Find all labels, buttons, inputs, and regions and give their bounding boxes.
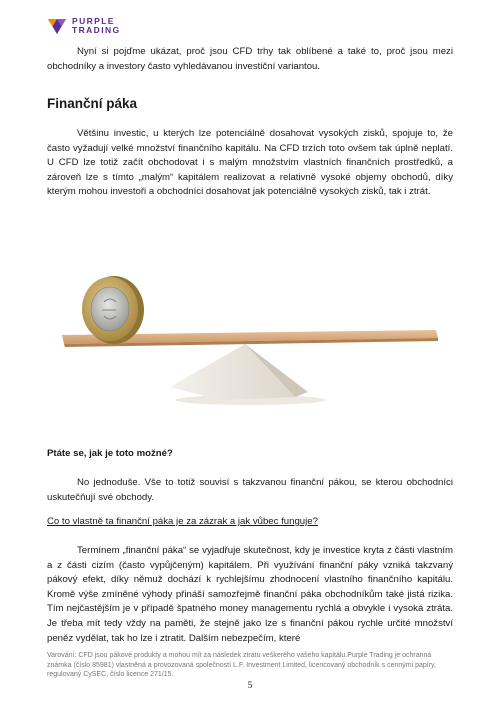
purple-trading-logo xyxy=(47,14,121,38)
page-number: 5 xyxy=(247,681,253,691)
risk-warning-footer: Varování: CFD jsou pákové produkty a mohou mít za následek ztrátu veškerého vašeho kapitálu.Purple Trading je ochranná známka (číslo 85981) vlastněná a provozovaná společností L.F. Investment Limited, licencovaný obchodník s cennými papíry, regulovaný CySEC, číslo licence 271/15. xyxy=(47,652,436,678)
leverage-definition-paragraph: Termínem „finanční páka“ se vyjadřuje skutečnost, kdy je investice kryta z části vlastním a z části cizím (často vypůjčeným) kapitálem. Při využívání finanční páky vzniká takzvaný pákový efekt, díky němuž dochází k rychlejšímu zhodnocení vlastního finančního kapitálu. Kromě výše zmíněné výhody přináší samozřejmě finanční páka obchodníkům také jistá rizika. Tím nejčastějším je v případě špatného money managementu rychlá a obvykle i vysoká ztráta. Je třeba mít tedy vždy na paměti, že stejně jako lze s finanční pákou rychle určité množství peněz vydělat, tak ho lze i ztratit. Dalším nebezpečím, které xyxy=(47,545,453,644)
logo-text-purple: PURPLE xyxy=(72,16,115,26)
question-what-is-leverage: Co to vlastně ta finanční páka je za zázrak a jak vůbec funguje? xyxy=(47,516,318,527)
answer-paragraph: No jednoduše. Vše to totiž souvisí s takzvanou finanční pákou, se kterou obchodníci uskutečňují své obchody. xyxy=(47,477,453,503)
purple-trading-logo-icon xyxy=(47,16,67,36)
logo-text-trading: TRADING xyxy=(72,25,121,35)
question-how-possible: Ptáte se, jak je toto možné? xyxy=(47,448,173,459)
euro-coin-icon xyxy=(82,276,144,344)
intro-paragraph: Nyní si pojďme ukázat, proč jsou CFD trhy tak oblíbené a také to, proč jsou mezi obchodníky a investory často vyhledávanou investiční variantou. xyxy=(47,46,453,72)
coin-seesaw-illustration xyxy=(60,272,440,407)
section-title: Finanční páka xyxy=(47,96,138,111)
leverage-paragraph: Většinu investic, u kterých lze potenciálně dosahovat vysokých zisků, spojuje to, že často vyžadují velké množství finančního kapitálu. Na CFD trzích toto ovšem tak úplně neplatí. U CFD lze totiž začít obchodovat i s malým množstvím vlastních finančních prostředků, a zároveň lze s tímto „malým“ kapitálem realizovat a relativně vysoké objemy obchodů, díky kterým mohou investoři a obchodníci dosahovat jak potenciálně vysokých zisků, tak i ztrát. xyxy=(47,128,453,198)
